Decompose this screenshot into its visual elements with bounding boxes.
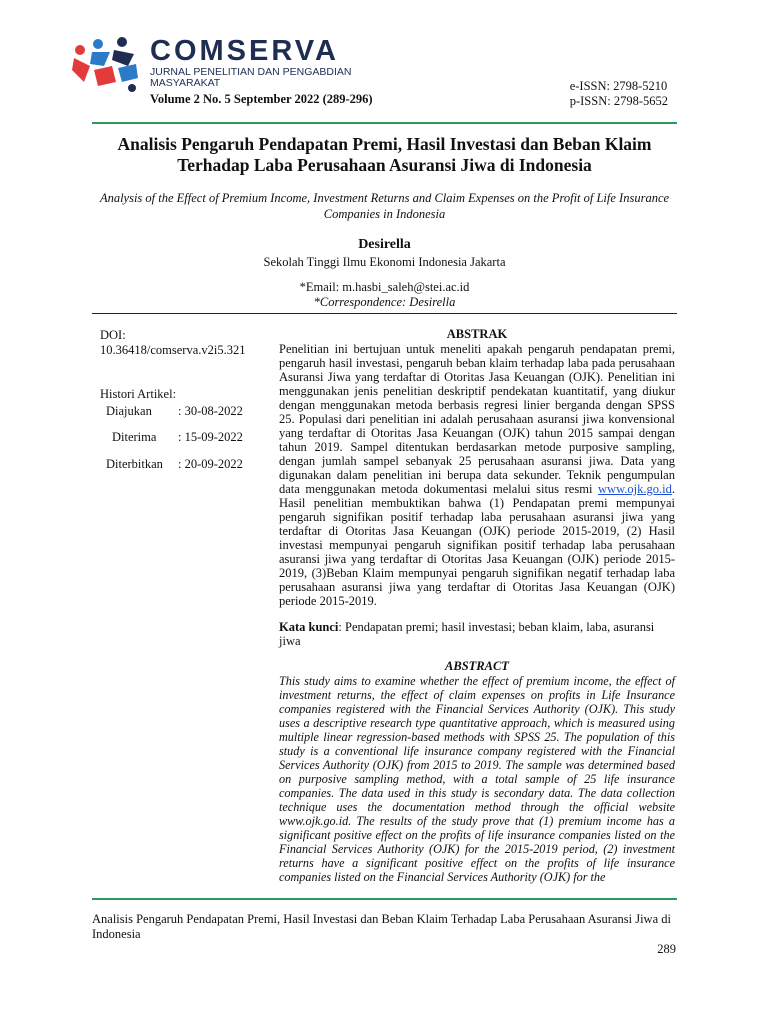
article-meta: [100, 328, 265, 471]
journal-brand-name: COMSERVA: [150, 35, 339, 67]
title-divider: [92, 313, 677, 314]
history-key: Diterbitkan: [106, 456, 163, 471]
volume-info: Volume 2 No. 5 September 2022 (289-296): [150, 92, 373, 106]
article-title-english: Analysis of the Effect of Premium Income, Investment Returns and Claim Expenses on the Profit of Life Insurance Companies in Indonesia: [99, 191, 670, 221]
abstrak-text: Penelitian ini bertujuan untuk meneliti apakah pengaruh pendapatan premi, pengaruh hasil investasi, pengaruh beban klaim terhadap laba pada perusahaan Asuransi Jiwa yang terdaftar di Otoritas Jasa Keuangan (OJK). Penelitian ini menggunakan jenis penelitian deskriptif pendekatan kuantitatif, yang diukur dengan menggunakan metoda berbasis regresi linier berganda dengan SPSS 25. Populasi dari penelitian ini adalah perusahaan asuransi jiwa konvensional yang terdaftar di Otoritas Jasa Keuangan (OJK) tahun 2015 sampai dengan tahun 2019. Sampel ditentukan berdasarkan metode purposive sampling, dengan jumlah sampel sebanyak 25 perusahaan asuransi jiwa. Data yang digunakan dalam penelitian ini berupa data sekunder. Teknik pengumpulan data menggunakan metoda dokumentasi melalui situs resmi www.ojk.go.id. Hasil penelitian membuktikan bahwa (1) Pendapatan premi mempunyai pengaruh signifikan positif terhadap laba perusahaan asuransi jiwa yang terdaftar di Otoritas Jasa Keuangan (OJK) periode 2015-2019, (2) Hasil investasi mempunyai pengaruh signifikan positif terhadap laba perusahaan asuransi jiwa yang terdaftar di Otoritas Jasa Keuangan (OJK) periode 2015-2019, (3)Beban Klaim mempunyai pengaruh signifikan negatif terhadap laba perusahaan asuransi jiwa yang terdaftar di Otoritas Jasa Keuangan (OJK) periode 2015-2019.: [279, 342, 675, 608]
doi-label: DOI:: [100, 328, 126, 342]
author-email: *Email: m.hasbi_saleh@stei.ac.id: [299, 280, 470, 294]
history-key: Diajukan: [106, 403, 152, 418]
history-value: : 20-09-2022: [178, 456, 243, 471]
journal-subtitle: JURNAL PENELITIAN DAN PENGABDIAN MASYARAKAT: [150, 66, 352, 89]
correspondence: *Correspondence: Desirella: [313, 295, 456, 309]
page-number: 289: [657, 942, 676, 956]
doi-value: 10.36418/comserva.v2i5.321: [100, 342, 246, 357]
abstract-heading: ABSTRACT: [445, 659, 509, 673]
author-affiliation: Sekolah Tinggi Ilmu Ekonomi Indonesia Jakarta: [263, 255, 506, 269]
keywords-value: : Pendapatan premi; hasil investasi; beban klaim, laba, asuransi jiwa: [279, 620, 655, 648]
author-name: Desirella: [358, 237, 411, 252]
history-value: : 15-09-2022: [178, 430, 243, 444]
history-row: [100, 457, 265, 472]
header-divider: [92, 122, 677, 124]
history-row: [100, 404, 265, 419]
journal-logo-icon: [70, 36, 144, 94]
abstract-text: This study aims to examine whether the effect of premium income, the effect of investment returns, the effect of claim expenses on profits in Life Insurance companies registered with the Financial Services Authority (OJK). This study uses a descriptive research type quantitative approach, which is measured using multiple linear regression-based methods with SPSS 25. The population of this study is a conventional life insurance company registered with the Financial Services Authority (OJK) from 2015 to 2019. The sample was determined based on purposive sampling method, with a total sample of 25 life insurance companies. The data used in this study is secondary data. The data collection technique uses the documentation method through the official website www.ojk.go.id. The results of the study prove that (1) premium income has a significant positive effect on the profits of life insurance companies listed on the Financial Services Authority (OJK) for the 2015-2019 period, (2) investment returns have a significant positive effect on the profits of life insurance companies listed on the Financial Services Authority (OJK) for the: [279, 674, 675, 884]
article-title: Analisis Pengaruh Pendapatan Premi, Hasil Investasi dan Beban Klaim Terhadap Laba Perusahaan Asuransi Jiwa di Indonesia: [117, 134, 652, 175]
history-label: Histori Artikel:: [100, 387, 177, 401]
english-abstract: [279, 659, 675, 884]
history-key: Diterima: [112, 430, 157, 444]
abstract-column: [279, 327, 675, 884]
pissn: p-ISSN: 2798-5652: [569, 94, 668, 108]
contact-block: [92, 280, 677, 310]
eissn: e-ISSN: 2798-5210: [569, 79, 668, 93]
keywords: [279, 620, 675, 648]
footer-divider: [92, 898, 677, 900]
history-value: : 30-08-2022: [178, 403, 243, 418]
keywords-label: Kata kunci: [279, 620, 339, 634]
issn-block: [570, 79, 668, 109]
ojk-link[interactable]: www.ojk.go.id: [598, 482, 672, 496]
running-title: Analisis Pengaruh Pendapatan Premi, Hasil Investasi dan Beban Klaim Terhadap Laba Perusahaan Asuransi Jiwa di Indonesia: [92, 912, 671, 941]
history-row: [100, 430, 265, 445]
abstrak-heading: ABSTRAK: [446, 327, 508, 341]
